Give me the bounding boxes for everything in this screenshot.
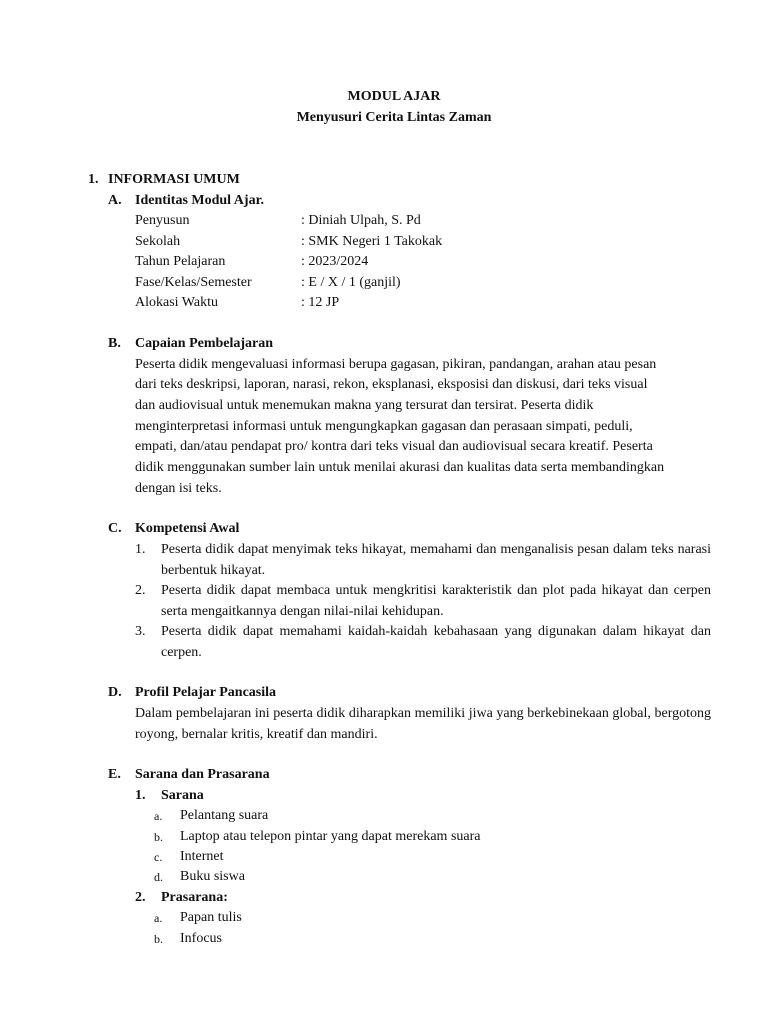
identity-label: Fase/Kelas/Semester — [135, 275, 252, 290]
document-subtitle: Menyusuri Cerita Lintas Zaman — [296, 110, 492, 125]
document-title: MODUL AJAR — [347, 89, 441, 104]
sub-list-letter: a. — [154, 911, 163, 925]
identity-value: : Diniah Ulpah, S. Pd — [301, 213, 421, 228]
paragraph-line: dan audiovisual untuk menemukan makna yang tersurat dan tersirat. Peserta didik — [135, 398, 594, 413]
identity-label: Alokasi Waktu — [135, 295, 218, 310]
identity-value: : SMK Negeri 1 Takokak — [301, 234, 443, 249]
group-title-prasarana: Prasarana: — [161, 890, 228, 905]
sub-list-item: Pelantang suara — [180, 808, 269, 823]
sub-list-item: Internet — [180, 849, 224, 864]
paragraph-line: empati, dan/atau pendapat pro/ kontra dari teks visual dan audiovisual secara kreatif. Peserta — [135, 439, 653, 454]
sub-list-letter: b. — [154, 830, 163, 844]
subsection-letter-c: C. — [108, 521, 122, 536]
subsection-letter-d: D. — [108, 685, 122, 700]
list-number: 1. — [135, 542, 146, 557]
paragraph-line: didik menggunakan sumber lain untuk menilai akurasi dan kualitas data serta membandingkan — [135, 460, 665, 475]
list-item: Peserta didik dapat menyimak teks hikayat, memahami dan menganalisis pesan dalam teks narasi berbentuk hikayat. — [161, 542, 711, 578]
sub-list-item: Buku siswa — [180, 869, 245, 884]
sub-list-letter: d. — [154, 870, 163, 884]
subsection-letter-a: A. — [108, 193, 122, 208]
subsection-letter-b: B. — [108, 336, 121, 351]
subsection-letter-e: E. — [108, 767, 121, 782]
list-item: Peserta didik dapat membaca untuk mengkritisi karakteristik dan plot pada hikayat dan cerpen serta mengaitkannya dengan nilai-nilai kehidupan. — [161, 583, 711, 619]
list-number: 3. — [135, 624, 146, 639]
identity-value: : 12 JP — [301, 295, 340, 310]
subsection-title-kompetensi: Kompetensi Awal — [135, 521, 240, 536]
group-number: 1. — [135, 788, 146, 803]
group-number: 2. — [135, 890, 146, 905]
sub-list-letter: c. — [154, 850, 163, 864]
subsection-title-capaian: Capaian Pembelajaran — [135, 336, 274, 351]
subsection-title-profil: Profil Pelajar Pancasila — [135, 685, 277, 700]
sub-list-letter: b. — [154, 932, 163, 946]
subsection-title-sarana: Sarana dan Prasarana — [135, 767, 270, 782]
sub-list-item: Papan tulis — [180, 910, 242, 925]
paragraph-line: dari teks deskripsi, laporan, narasi, rekon, eksplanasi, eksposisi dan diskusi, dari teks visual — [135, 377, 648, 392]
identity-label: Sekolah — [135, 234, 181, 249]
sub-list-item: Infocus — [180, 931, 222, 946]
identity-label: Tahun Pelajaran — [135, 254, 226, 269]
section-number: 1. — [88, 172, 99, 187]
sub-list-item: Laptop atau telepon pintar yang dapat merekam suara — [180, 829, 481, 844]
identity-label: Penyusun — [135, 213, 190, 228]
sub-list-letter: a. — [154, 809, 163, 823]
subsection-title-identitas: Identitas Modul Ajar. — [135, 193, 265, 208]
identity-value: : E / X / 1 (ganjil) — [301, 275, 401, 290]
section-title: INFORMASI UMUM — [108, 172, 240, 187]
paragraph: Dalam pembelajaran ini peserta didik diharapkan memiliki jiwa yang berkebinekaan global, bergotong royong, bernalar kritis, kreatif dan mandiri. — [135, 706, 711, 742]
paragraph-line: Peserta didik mengevaluasi informasi berupa gagasan, pikiran, pandangan, arahan atau pesan — [135, 357, 657, 372]
identity-value: : 2023/2024 — [301, 254, 369, 269]
paragraph-line: menginterpretasi informasi untuk mengungkapkan gagasan dan perasaan simpati, peduli, — [135, 419, 633, 434]
paragraph-line: dengan isi teks. — [135, 481, 222, 496]
list-item: Peserta didik dapat memahami kaidah-kaidah kebahasaan yang digunakan dalam hikayat dan cerpen. — [161, 624, 711, 660]
group-title-sarana: Sarana — [161, 788, 204, 803]
list-number: 2. — [135, 583, 146, 598]
